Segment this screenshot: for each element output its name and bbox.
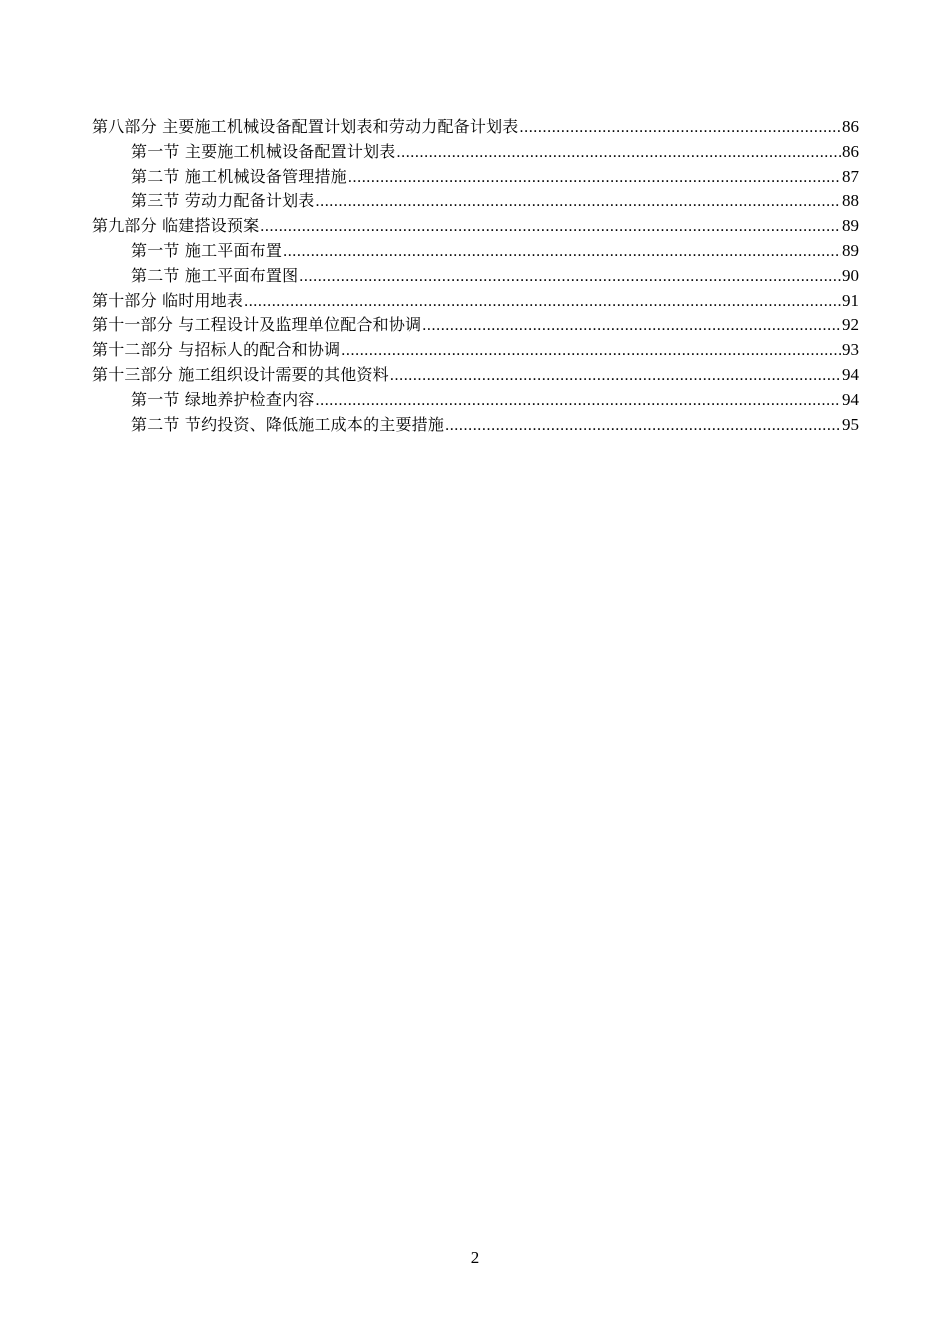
- toc-entry-page: 93: [842, 340, 859, 360]
- toc-entry-title: 第三节 劳动力配备计划表: [131, 191, 315, 211]
- toc-dot-leader: [316, 389, 842, 414]
- toc-entry[interactable]: [92, 289, 859, 314]
- toc-entry-page: 95: [842, 414, 859, 434]
- toc-entry[interactable]: [92, 189, 859, 214]
- toc-entry-title: 第八部分 主要施工机械设备配置计划表和劳动力配备计划表: [92, 117, 519, 136]
- toc-entry-page: 86: [842, 117, 859, 136]
- toc-dot-leader: [445, 414, 841, 439]
- toc-entry-title: 第一节 施工平面布置: [131, 240, 283, 260]
- toc-dot-leader: [348, 166, 841, 191]
- toc-dot-leader: [299, 265, 841, 290]
- toc-dot-leader: [390, 364, 841, 389]
- toc-dot-leader: [260, 215, 841, 240]
- table-of-contents: [92, 115, 859, 437]
- toc-dot-leader: [341, 339, 841, 364]
- toc-dot-leader: [397, 141, 842, 166]
- toc-dot-leader: [422, 314, 841, 339]
- toc-entry-page: 90: [842, 265, 859, 285]
- toc-entry-title: 第十三部分 施工组织设计需要的其他资料: [92, 364, 389, 384]
- toc-entry[interactable]: [92, 264, 859, 289]
- toc-entry-page: 92: [842, 315, 859, 335]
- toc-entry[interactable]: [92, 363, 859, 388]
- toc-entry-page: 94: [842, 364, 859, 384]
- toc-entry-title: 第十二部分 与招标人的配合和协调: [92, 340, 341, 360]
- toc-entry[interactable]: [92, 413, 859, 438]
- page-number: 2: [470, 1248, 480, 1267]
- toc-entry-page: 87: [842, 166, 859, 186]
- toc-entry-title: 第一节 绿地养护检查内容: [131, 389, 315, 409]
- toc-dot-leader: [520, 116, 842, 141]
- toc-entry-title: 第二节 节约投资、降低施工成本的主要措施: [131, 414, 445, 434]
- toc-dot-leader: [244, 290, 841, 315]
- toc-entry-page: 89: [842, 216, 859, 236]
- toc-dot-leader: [316, 190, 842, 215]
- toc-entry[interactable]: [92, 140, 859, 165]
- toc-entry[interactable]: [92, 115, 859, 140]
- toc-entry-title: 第十一部分 与工程设计及监理单位配合和协调: [92, 315, 422, 335]
- toc-entry-page: 88: [842, 191, 859, 211]
- toc-entry[interactable]: [92, 214, 859, 239]
- toc-entry-title: 第二节 施工机械设备管理措施: [131, 166, 347, 186]
- toc-entry[interactable]: [92, 239, 859, 264]
- toc-entry-title: 第十部分 临时用地表: [92, 290, 244, 310]
- toc-entry[interactable]: [92, 338, 859, 363]
- toc-entry[interactable]: [92, 388, 859, 413]
- toc-entry[interactable]: [92, 313, 859, 338]
- toc-entry-title: 第二节 施工平面布置图: [131, 265, 299, 285]
- toc-entry-page: 86: [842, 141, 859, 161]
- toc-entry[interactable]: [92, 165, 859, 190]
- toc-entry-title: 第九部分 临建搭设预案: [92, 216, 260, 236]
- toc-entry-page: 89: [842, 240, 859, 260]
- toc-entry-page: 91: [842, 290, 859, 310]
- toc-dot-leader: [283, 240, 841, 265]
- toc-entry-title: 第一节 主要施工机械设备配置计划表: [131, 141, 396, 161]
- toc-entry-page: 94: [842, 389, 859, 409]
